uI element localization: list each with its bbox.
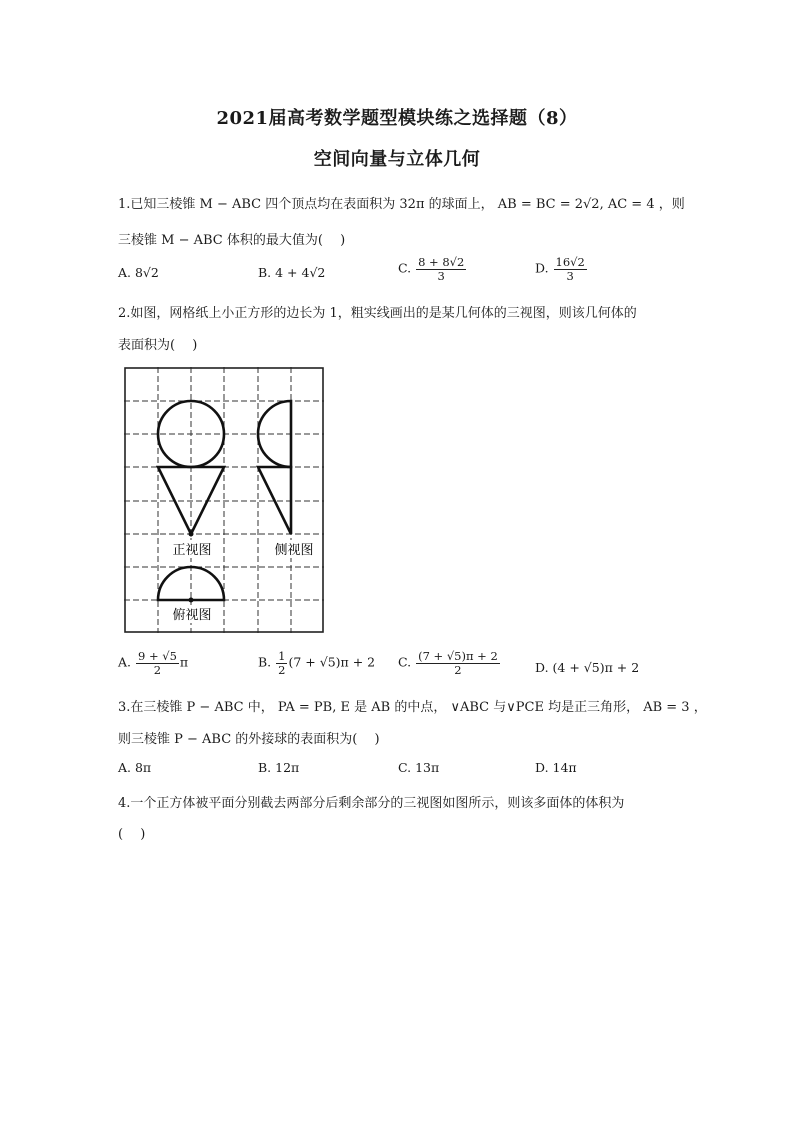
q3-option-c: C. 13π [398,760,440,775]
q1-option-b: B. 4 + 4√2 [258,265,326,280]
q1-option-c-fraction [416,256,466,282]
three-view-figure [124,367,326,637]
q1-option-d [535,256,588,282]
q1-option-d-denominator: 3 [566,268,574,283]
front-view-label: 正视图 [172,543,212,558]
q1-option-d-label: D. [535,260,549,276]
q2-option-a-denominator: 2 [153,662,162,677]
page-subtitle: 空间向量与立体几何 [313,149,481,170]
q1-option-c [398,256,467,282]
page-title: 2021届高考数学题型模块练之选择题（8） [216,108,578,129]
q1-option-c-label: C. [398,260,412,276]
q2-option-b-numerator: 1 [278,649,286,663]
q2-option-a [118,650,188,676]
front-view-apex-dot [189,532,194,537]
q1-stem-line1: 1.已知三棱锥 M − ABC 四个顶点均在表面积为 32π 的球面上， AB = BC = 2√2, AC = 4 ，则 [118,197,685,212]
top-view-label: 俯视图 [172,608,212,623]
q1-option-c-numerator: 8 + 8√2 [418,255,465,269]
q3-stem-line1: 3.在三棱锥 P − ABC 中， PA = PB, E 是 AB 的中点， ∨ABC 与∨PCE 均是正三角形， AB = 3 ， [118,700,707,715]
side-view-label: 侧视图 [274,543,314,558]
q3-stem-line2: 则三棱锥 P − ABC 的外接球的表面积为( ) [118,732,380,747]
q2-option-d: D. (4 + √5)π + 2 [535,660,640,675]
q2-option-b-fraction [276,650,287,676]
top-view-center-dot [189,598,194,603]
q2-option-b-suffix: (7 + √5)π + 2 [288,654,376,670]
q4-stem-line1: 4.一个正方体被平面分别截去两部分后剩余部分的三视图如图所示，则该多面体的体积为 [118,796,625,811]
q2-option-c-label: C. [398,654,412,670]
q1-option-d-fraction [554,256,587,282]
q1-stem-line2: 三棱锥 M − ABC 体积的最大值为( ) [118,233,346,248]
q1-option-d-numerator: 16√2 [555,255,585,269]
q3-option-d: D. 14π [535,760,577,775]
q2-stem-line1: 2.如图，网格纸上小正方形的边长为 1，粗实线画出的是某几何体的三视图，则该几何体的 [118,306,637,321]
q2-option-a-fraction [136,650,179,676]
q3-option-a: A. 8π [118,760,152,775]
q2-option-b [258,650,375,676]
q2-option-b-label: B. [258,654,272,670]
q1-option-a: A. 8√2 [118,265,159,280]
q2-option-c-numerator: (7 + √5)π + 2 [418,649,498,663]
q1-option-c-denominator: 3 [437,268,445,283]
q2-option-a-numerator: 9 + √5 [138,649,177,663]
q2-option-a-suffix: π [179,654,189,670]
q2-stem-line2: 表面积为( ) [118,338,198,353]
q2-option-a-label: A. [118,654,132,670]
q2-option-c-fraction [416,650,500,676]
q2-option-c-denominator: 2 [454,662,462,677]
q3-option-b: B. 12π [258,760,300,775]
q2-option-c [398,650,501,676]
q2-option-b-denominator: 2 [278,662,286,677]
q4-stem-line2: ( ) [118,827,146,842]
